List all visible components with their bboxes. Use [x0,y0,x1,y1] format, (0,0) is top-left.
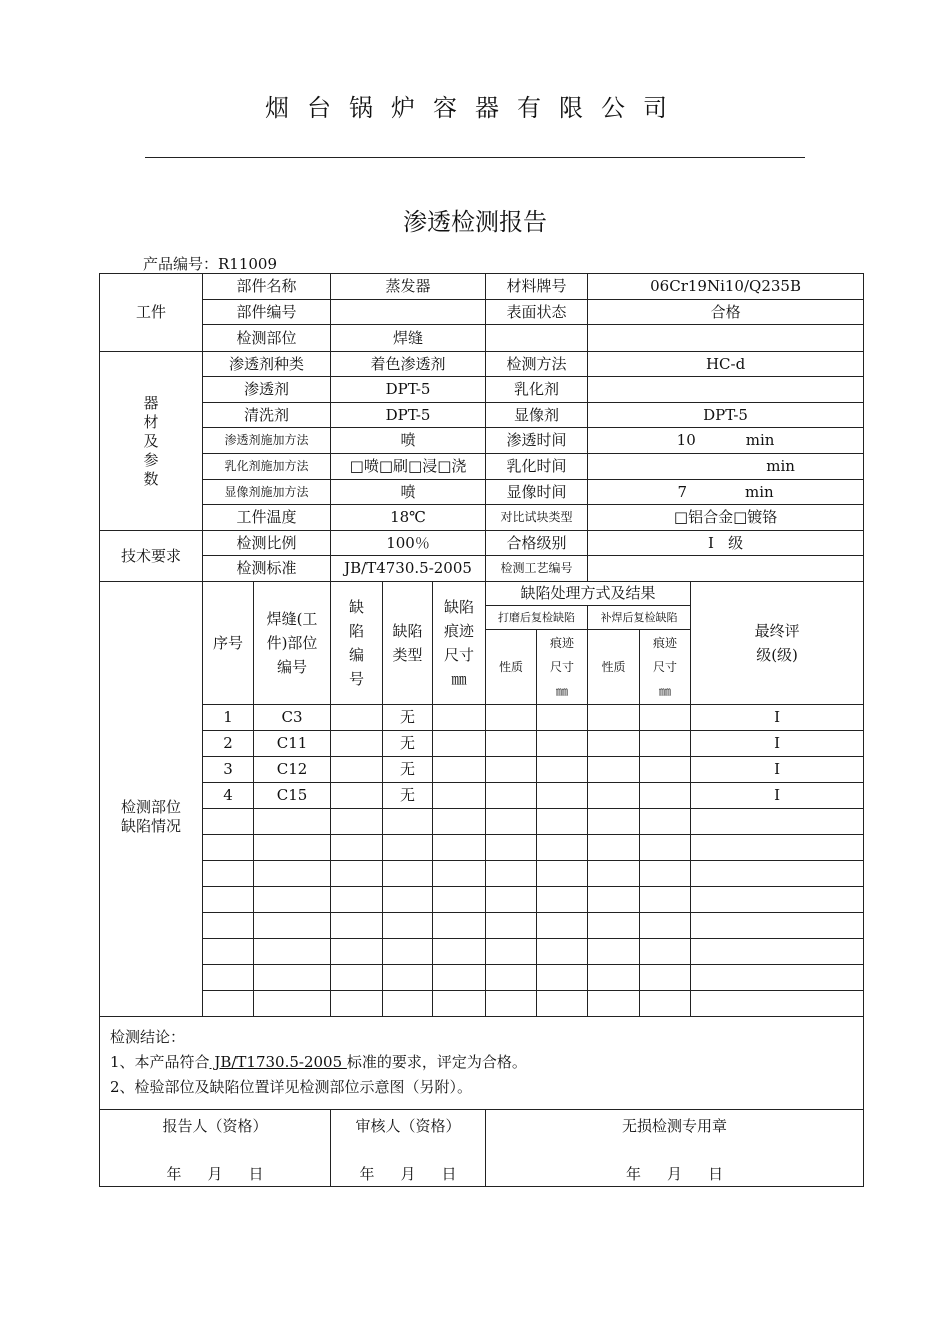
table-row-empty [100,991,864,1017]
cell-empty [486,913,537,939]
cell-empty [433,861,486,887]
table-row-empty [100,965,864,991]
col-weld-header: 焊缝(工件)部位编号 [254,582,331,705]
penetrant-label: 渗透剂 [203,377,331,403]
part-name-label: 部件名称 [203,274,331,300]
cell-empty [640,861,691,887]
cell-empty [203,835,254,861]
cell-empty [640,913,691,939]
table-row-empty [100,835,864,861]
cell-type: 无 [383,731,433,757]
report-title: 渗透检测报告 [403,208,547,236]
cell-empty [691,809,864,835]
cell-empty [203,913,254,939]
part-name-value: 蒸发器 [331,274,486,300]
cell-empty [640,965,691,991]
inspection-table [99,273,864,1187]
table-row [100,705,864,731]
reporter-signature [100,1110,331,1187]
cell-empty [537,809,588,835]
cell-empty [331,705,383,731]
cell-final: Ⅰ [691,783,864,809]
col-grind-size: 痕迹尺寸㎜ [537,630,588,705]
cell-empty [383,939,433,965]
cell-empty [486,757,537,783]
cell-empty [537,965,588,991]
cell-empty [486,809,537,835]
dev-apply-value: 喷 [331,480,486,505]
penetrant-type-label: 渗透剂种类 [203,352,331,377]
cell-empty [486,705,537,731]
cell-empty [588,861,640,887]
cell-final: Ⅰ [691,731,864,757]
cell-empty [331,913,383,939]
location-value: 焊缝 [331,325,486,352]
cell-empty [640,757,691,783]
dev-time-label: 显像时间 [486,480,588,505]
emulsifier-value [588,377,864,403]
cell-empty [640,991,691,1017]
table-row [100,757,864,783]
cell-empty [331,809,383,835]
cell-type: 无 [383,757,433,783]
reporter-label: 报告人（资格） [162,1117,268,1135]
emulsifier-label: 乳化剂 [486,377,588,403]
col-defect-no-header: 缺陷编号 [331,582,383,705]
cell-empty [537,835,588,861]
cell-empty [588,887,640,913]
cell-weld: C3 [254,705,331,731]
product-number: 产品编号：R11009 [143,255,278,273]
material-value: 06Cr19Ni10/Q235B [588,274,864,300]
table-row-empty [100,939,864,965]
cell-empty [433,835,486,861]
cell-empty [691,861,864,887]
cell-final: Ⅰ [691,757,864,783]
conclusion-label: 检测结论： [110,1028,186,1046]
part-no-label: 部件编号 [203,300,331,325]
pen-time-value: 10 min [588,428,864,454]
cell-empty [383,991,433,1017]
cell-empty [433,731,486,757]
conclusion-line-1: 1、本产品符合 JB/T1730.5-2005 标准的要求，评定为合格。 [110,1053,527,1071]
stamp-date: 年 月 日 [626,1165,724,1183]
cell-empty [203,887,254,913]
cell-empty [640,731,691,757]
cell-empty [203,809,254,835]
part-no-value [331,300,486,325]
method-value: HC-d [588,352,864,377]
defect-section-label: 检测部位 缺陷情况 [100,582,203,1017]
header-rule [145,157,805,158]
cleaner-label: 清洗剂 [203,403,331,428]
cell-empty [588,731,640,757]
method-label: 检测方法 [486,352,588,377]
cell-empty [486,783,537,809]
conclusion-block [100,1017,864,1110]
cell-empty [588,809,640,835]
cell-empty [537,757,588,783]
temp-label: 工件温度 [203,505,331,531]
table-row-empty [100,861,864,887]
col-defect-type-header: 缺陷类型 [383,582,433,705]
cell-empty [691,939,864,965]
ratio-label: 检测比例 [203,531,331,556]
cell-empty [588,783,640,809]
cell-empty [537,887,588,913]
cell-empty [588,835,640,861]
reviewer-signature [331,1110,486,1187]
cell-empty [433,991,486,1017]
equipment-section-label: 器 材 及 参 数 [100,352,203,531]
cell-empty [331,731,383,757]
penetrant-value: DPT-5 [331,377,486,403]
cell-empty [383,965,433,991]
table-row-empty [100,913,864,939]
col-treatment-header: 缺陷处理方式及结果 [486,582,691,606]
cell-empty [383,887,433,913]
cell-seq: 1 [203,705,254,731]
cell-empty [433,705,486,731]
col-repair-size: 痕迹尺寸㎜ [640,630,691,705]
block-value: □铝合金□镀铬 [588,505,864,531]
cell-seq: 3 [203,757,254,783]
cell-empty [254,861,331,887]
cell-empty [486,939,537,965]
cell-empty [537,913,588,939]
procedure-value [588,556,864,582]
surface-value: 合格 [588,300,864,325]
cell-empty [486,731,537,757]
table-row-empty [100,809,864,835]
cell-empty [254,965,331,991]
table-row [100,783,864,809]
cell-empty [203,861,254,887]
col-grind-header: 打磨后复检缺陷 [486,606,588,630]
cell-empty [254,835,331,861]
cell-final: Ⅰ [691,705,864,731]
cell-seq: 4 [203,783,254,809]
col-repair-nature: 性质 [588,630,640,705]
cell-empty [433,965,486,991]
emu-time-value: min [588,454,864,480]
cell-empty [331,861,383,887]
blank-cell [486,325,588,352]
cell-empty [254,887,331,913]
cell-empty [640,835,691,861]
cell-empty [203,991,254,1017]
temp-value: 18℃ [331,505,486,531]
emu-time-label: 乳化时间 [486,454,588,480]
conclusion-line-2: 2、检验部位及缺陷位置详见检测部位示意图（另附）。 [110,1078,473,1096]
location-label: 检测部位 [203,325,331,352]
cell-empty [433,757,486,783]
cell-weld: C11 [254,731,331,757]
cell-empty [640,705,691,731]
cell-empty [588,939,640,965]
cell-empty [537,731,588,757]
cell-type: 无 [383,783,433,809]
pen-apply-value: 喷 [331,428,486,454]
cell-empty [588,913,640,939]
emu-apply-label: 乳化剂施加方法 [203,454,331,480]
cell-empty [433,939,486,965]
cell-empty [433,887,486,913]
col-trace-size-header: 缺陷痕迹尺寸㎜ [433,582,486,705]
cell-empty [331,991,383,1017]
cell-weld: C15 [254,783,331,809]
col-grind-nature: 性质 [486,630,537,705]
cell-empty [588,757,640,783]
cell-empty [383,809,433,835]
table-row-empty [100,887,864,913]
block-label: 对比试块类型 [486,505,588,531]
emu-apply-value: □喷□刷□浸□浇 [331,454,486,480]
cell-empty [640,939,691,965]
material-label: 材料牌号 [486,274,588,300]
cell-empty [588,705,640,731]
standard-value: JB/T4730.5-2005 [331,556,486,582]
cell-empty [588,991,640,1017]
procedure-label: 检测工艺编号 [486,556,588,582]
reporter-date: 年 月 日 [166,1165,264,1183]
cell-empty [383,861,433,887]
reviewer-label: 审核人（资格） [355,1117,461,1135]
stamp-area [486,1110,864,1187]
cell-empty [203,939,254,965]
stamp-label: 无损检测专用章 [622,1117,728,1135]
pen-time-label: 渗透时间 [486,428,588,454]
cell-empty [537,861,588,887]
cell-empty [691,991,864,1017]
cell-empty [486,965,537,991]
cell-empty [203,965,254,991]
cell-empty [331,757,383,783]
col-final-header: 最终评级(级) [691,582,864,705]
cell-weld: C12 [254,757,331,783]
penetrant-type-value: 着色渗透剂 [331,352,486,377]
cell-empty [640,809,691,835]
cell-empty [640,783,691,809]
cell-empty [537,991,588,1017]
cell-empty [254,809,331,835]
dev-time-value: 7 min [588,480,864,505]
cell-empty [331,835,383,861]
cell-empty [331,783,383,809]
cell-empty [537,705,588,731]
cell-empty [433,913,486,939]
cell-type: 无 [383,705,433,731]
cell-empty [486,991,537,1017]
cleaner-value: DPT-5 [331,403,486,428]
cell-empty [640,887,691,913]
conclusion-standard: JB/T1730.5-2005 [209,1053,347,1071]
tech-section-label: 技术要求 [100,531,203,582]
cell-empty [537,939,588,965]
cell-empty [254,991,331,1017]
cell-empty [383,913,433,939]
cell-empty [331,965,383,991]
cell-empty [254,939,331,965]
cell-empty [691,887,864,913]
cell-empty [537,783,588,809]
cell-seq: 2 [203,731,254,757]
cell-empty [331,887,383,913]
cell-empty [691,965,864,991]
cell-empty [433,783,486,809]
ratio-value: 100％ [331,531,486,556]
dev-apply-label: 显像剂施加方法 [203,480,331,505]
surface-label: 表面状态 [486,300,588,325]
cell-empty [486,887,537,913]
grade-value: Ⅰ 级 [588,531,864,556]
cell-empty [383,835,433,861]
grade-label: 合格级别 [486,531,588,556]
cell-empty [486,835,537,861]
company-name: 烟台锅炉容器有限公司 [265,94,685,122]
cell-empty [331,939,383,965]
cell-empty [433,809,486,835]
pen-apply-label: 渗透剂施加方法 [203,428,331,454]
workpiece-section-label: 工件 [100,274,203,352]
cell-empty [588,965,640,991]
developer-value: DPT-5 [588,403,864,428]
col-seq-header: 序号 [203,582,254,705]
reviewer-date: 年 月 日 [359,1165,457,1183]
cell-empty [486,861,537,887]
cell-empty [691,913,864,939]
cell-empty [254,913,331,939]
cell-empty [691,835,864,861]
developer-label: 显像剂 [486,403,588,428]
table-row [100,731,864,757]
blank-cell [588,325,864,352]
col-repair-header: 补焊后复检缺陷 [588,606,691,630]
standard-label: 检测标准 [203,556,331,582]
